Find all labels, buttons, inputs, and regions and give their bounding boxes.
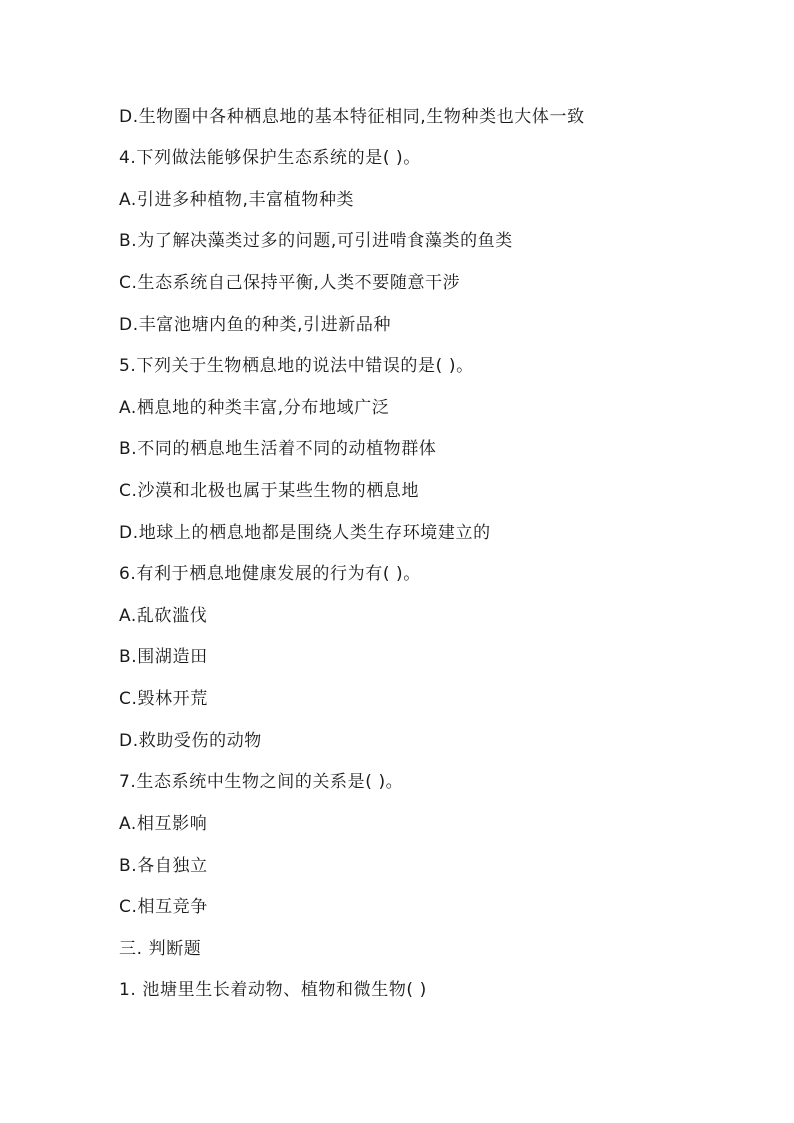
- q3-option-d: D.生物圈中各种栖息地的基本特征相同,生物种类也大体一致: [119, 107, 585, 127]
- question-7: 7.生态系统中生物之间的关系是( )。: [119, 772, 404, 792]
- question-5: 5.下列关于生物栖息地的说法中错误的是( )。: [119, 356, 474, 376]
- q5-option-a: A.栖息地的种类丰富,分布地域广泛: [119, 398, 390, 418]
- q5-option-d: D.地球上的栖息地都是围绕人类生存环境建立的: [119, 523, 491, 543]
- q6-option-a: A.乱砍滥伐: [119, 606, 208, 626]
- section-heading-judgment: 三. 判断题: [119, 939, 202, 959]
- q5-option-b: B.不同的栖息地生活着不同的动植物群体: [119, 439, 437, 459]
- q4-option-c: C.生态系统自己保持平衡,人类不要随意干涉: [119, 273, 461, 293]
- q5-option-c: C.沙漠和北极也属于某些生物的栖息地: [119, 481, 420, 501]
- question-4: 4.下列做法能够保护生态系统的是( )。: [119, 148, 421, 168]
- q6-option-b: B.围湖造田: [119, 647, 208, 667]
- q4-option-d: D.丰富池塘内鱼的种类,引进新品种: [119, 315, 392, 335]
- judgment-question-1: 1. 池塘里生长着动物、植物和微生物( ): [119, 980, 427, 1000]
- q6-option-d: D.救助受伤的动物: [119, 731, 262, 751]
- q7-option-a: A.相互影响: [119, 814, 208, 834]
- question-6: 6.有利于栖息地健康发展的行为有( )。: [119, 564, 421, 584]
- q4-option-b: B.为了解决藻类过多的问题,可引进啃食藻类的鱼类: [119, 231, 513, 251]
- q6-option-c: C.毁林开荒: [119, 689, 208, 709]
- q4-option-a: A.引进多种植物,丰富植物种类: [119, 190, 355, 210]
- q7-option-c: C.相互竞争: [119, 897, 208, 917]
- q7-option-b: B.各自独立: [119, 856, 208, 876]
